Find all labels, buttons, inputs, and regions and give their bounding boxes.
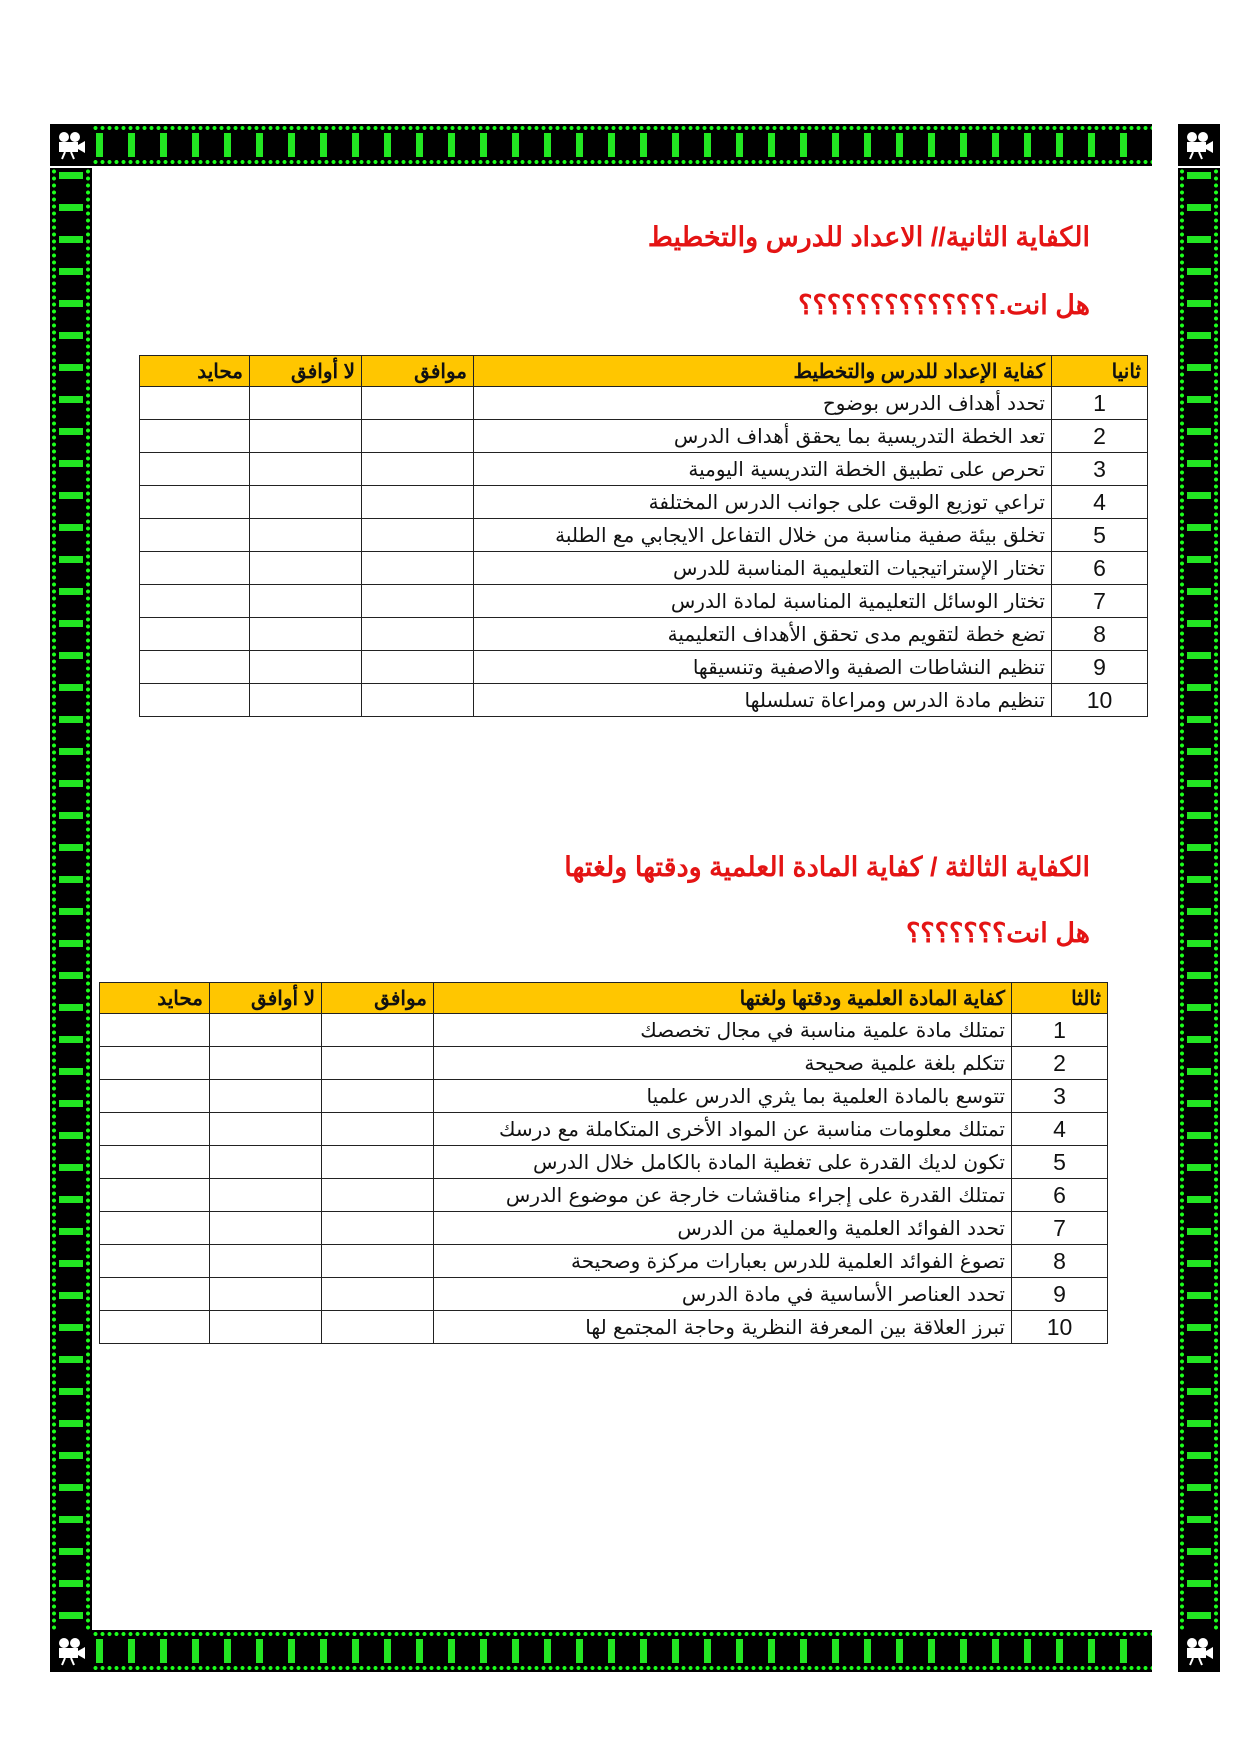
agree-cell[interactable] xyxy=(362,453,474,486)
table-row xyxy=(100,1245,1108,1278)
row-number: 1 xyxy=(1052,387,1148,420)
agree-cell[interactable] xyxy=(362,387,474,420)
table-row xyxy=(140,387,1148,420)
neutral-cell[interactable] xyxy=(100,1014,210,1047)
row-number: 6 xyxy=(1052,552,1148,585)
table-header-row xyxy=(100,983,1108,1014)
row-number: 5 xyxy=(1052,519,1148,552)
agree-cell[interactable] xyxy=(362,519,474,552)
section3-table xyxy=(99,982,1108,1344)
row-item-text: تتكلم بلغة علمية صحيحة xyxy=(434,1047,1012,1080)
row-item-text: تحدد الفوائد العلمية والعملية من الدرس xyxy=(434,1212,1012,1245)
disagree-cell[interactable] xyxy=(250,618,362,651)
header-num: ثانيا xyxy=(1052,356,1148,387)
table-row xyxy=(100,1278,1108,1311)
table-row xyxy=(100,1014,1108,1047)
header-agree: موافق xyxy=(322,983,434,1014)
row-item-text: تبرز العلاقة بين المعرفة النظرية وحاجة المجتمع لها xyxy=(434,1311,1012,1344)
neutral-cell[interactable] xyxy=(140,618,250,651)
header-item: كفاية الإعداد للدرس والتخطيط xyxy=(474,356,1052,387)
neutral-cell[interactable] xyxy=(100,1047,210,1080)
row-item-text: تخلق بيئة صفية مناسبة من خلال التفاعل الايجابي مع الطلبة xyxy=(474,519,1052,552)
header-item: كفاية المادة العلمية ودقتها ولغتها xyxy=(434,983,1012,1014)
row-number: 4 xyxy=(1052,486,1148,519)
disagree-cell[interactable] xyxy=(210,1146,322,1179)
agree-cell[interactable] xyxy=(322,1047,434,1080)
disagree-cell[interactable] xyxy=(210,1080,322,1113)
border-strip-left xyxy=(50,168,92,1630)
row-item-text: تنظيم مادة الدرس ومراعاة تسلسلها xyxy=(474,684,1052,717)
header-num: ثالثا xyxy=(1012,983,1108,1014)
table-row xyxy=(140,684,1148,717)
neutral-cell[interactable] xyxy=(100,1146,210,1179)
row-item-text: تكون لديك القدرة على تغطية المادة بالكامل خلال الدرس xyxy=(434,1146,1012,1179)
border-strip-top xyxy=(92,124,1152,166)
header-disagree: لا أوافق xyxy=(250,356,362,387)
row-item-text: تختار الوسائل التعليمية المناسبة لمادة الدرس xyxy=(474,585,1052,618)
table-row xyxy=(140,486,1148,519)
neutral-cell[interactable] xyxy=(100,1080,210,1113)
agree-cell[interactable] xyxy=(362,585,474,618)
row-number: 9 xyxy=(1012,1278,1108,1311)
row-number: 5 xyxy=(1012,1146,1108,1179)
row-number: 2 xyxy=(1012,1047,1108,1080)
neutral-cell[interactable] xyxy=(140,420,250,453)
section2-table xyxy=(139,355,1148,717)
table-row xyxy=(140,453,1148,486)
table-row xyxy=(140,585,1148,618)
agree-cell[interactable] xyxy=(362,420,474,453)
row-number: 2 xyxy=(1052,420,1148,453)
row-item-text: تمتلك مادة علمية مناسبة في مجال تخصصك xyxy=(434,1014,1012,1047)
neutral-cell[interactable] xyxy=(140,486,250,519)
row-number: 8 xyxy=(1052,618,1148,651)
disagree-cell[interactable] xyxy=(250,552,362,585)
neutral-cell[interactable] xyxy=(100,1179,210,1212)
neutral-cell[interactable] xyxy=(140,585,250,618)
table-row xyxy=(100,1080,1108,1113)
neutral-cell[interactable] xyxy=(100,1212,210,1245)
agree-cell[interactable] xyxy=(362,552,474,585)
disagree-cell[interactable] xyxy=(250,387,362,420)
movie-camera-icon xyxy=(50,1630,92,1672)
row-number: 7 xyxy=(1012,1212,1108,1245)
header-disagree: لا أوافق xyxy=(210,983,322,1014)
disagree-cell[interactable] xyxy=(210,1014,322,1047)
section2-title: الكفاية الثانية// الاعداد للدرس والتخطيط xyxy=(647,222,1090,252)
disagree-cell[interactable] xyxy=(210,1212,322,1245)
table-row xyxy=(100,1146,1108,1179)
row-item-text: تراعي توزيع الوقت على جوانب الدرس المختلفة xyxy=(474,486,1052,519)
row-item-text: تمتلك معلومات مناسبة عن المواد الأخرى المتكاملة مع درسك xyxy=(434,1113,1012,1146)
neutral-cell[interactable] xyxy=(140,552,250,585)
disagree-cell[interactable] xyxy=(250,651,362,684)
row-item-text: تحرص على تطبيق الخطة التدريسية اليومية xyxy=(474,453,1052,486)
row-item-text: تضع خطة لتقويم مدى تحقق الأهداف التعليمية xyxy=(474,618,1052,651)
disagree-cell[interactable] xyxy=(210,1278,322,1311)
table-row xyxy=(140,519,1148,552)
border-strip-right xyxy=(1178,168,1220,1630)
neutral-cell[interactable] xyxy=(140,651,250,684)
header-agree: موافق xyxy=(362,356,474,387)
section2-question: هل انت.؟؟؟؟؟؟؟؟؟؟؟؟؟؟ xyxy=(798,290,1090,320)
agree-cell[interactable] xyxy=(362,486,474,519)
disagree-cell[interactable] xyxy=(210,1311,322,1344)
disagree-cell[interactable] xyxy=(250,486,362,519)
agree-cell[interactable] xyxy=(322,1080,434,1113)
neutral-cell[interactable] xyxy=(100,1245,210,1278)
table-row xyxy=(140,618,1148,651)
disagree-cell[interactable] xyxy=(210,1047,322,1080)
movie-camera-icon xyxy=(50,124,92,166)
table-row xyxy=(100,1113,1108,1146)
movie-camera-icon xyxy=(1178,1630,1220,1672)
row-number: 4 xyxy=(1012,1113,1108,1146)
row-number: 3 xyxy=(1012,1080,1108,1113)
movie-camera-icon xyxy=(1178,124,1220,166)
disagree-cell[interactable] xyxy=(250,519,362,552)
row-item-text: تتوسع بالمادة العلمية بما يثري الدرس علميا xyxy=(434,1080,1012,1113)
disagree-cell[interactable] xyxy=(250,585,362,618)
section3-title: الكفاية الثالثة / كفاية المادة العلمية ودقتها ولغتها xyxy=(564,852,1090,882)
neutral-cell[interactable] xyxy=(140,453,250,486)
row-number: 10 xyxy=(1052,684,1148,717)
agree-cell[interactable] xyxy=(322,1113,434,1146)
neutral-cell[interactable] xyxy=(140,684,250,717)
table-header-row xyxy=(140,356,1148,387)
agree-cell[interactable] xyxy=(322,1014,434,1047)
disagree-cell[interactable] xyxy=(250,453,362,486)
table-row xyxy=(140,420,1148,453)
neutral-cell[interactable] xyxy=(140,519,250,552)
neutral-cell[interactable] xyxy=(100,1311,210,1344)
row-number: 9 xyxy=(1052,651,1148,684)
row-item-text: تحدد العناصر الأساسية في مادة الدرس xyxy=(434,1278,1012,1311)
agree-cell[interactable] xyxy=(362,651,474,684)
table-row xyxy=(100,1179,1108,1212)
agree-cell[interactable] xyxy=(322,1179,434,1212)
section3-question: هل انت؟؟؟؟؟؟؟ xyxy=(905,918,1090,948)
row-item-text: تعد الخطة التدريسية بما يحقق أهداف الدرس xyxy=(474,420,1052,453)
agree-cell[interactable] xyxy=(362,684,474,717)
row-item-text: تمتلك القدرة على إجراء مناقشات خارجة عن موضوع الدرس xyxy=(434,1179,1012,1212)
row-number: 7 xyxy=(1052,585,1148,618)
agree-cell[interactable] xyxy=(322,1311,434,1344)
agree-cell[interactable] xyxy=(322,1212,434,1245)
neutral-cell[interactable] xyxy=(100,1113,210,1146)
table-row xyxy=(100,1212,1108,1245)
disagree-cell[interactable] xyxy=(210,1179,322,1212)
header-neutral: محايد xyxy=(140,356,250,387)
neutral-cell[interactable] xyxy=(100,1278,210,1311)
row-item-text: تحدد أهداف الدرس بوضوح xyxy=(474,387,1052,420)
border-strip-bottom xyxy=(92,1630,1152,1672)
table-row xyxy=(140,651,1148,684)
row-item-text: تصوغ الفوائد العلمية للدرس بعبارات مركزة وصحيحة xyxy=(434,1245,1012,1278)
disagree-cell[interactable] xyxy=(250,420,362,453)
row-number: 3 xyxy=(1052,453,1148,486)
row-item-text: تختار الإستراتيجيات التعليمية المناسبة للدرس xyxy=(474,552,1052,585)
table-row xyxy=(100,1047,1108,1080)
row-number: 8 xyxy=(1012,1245,1108,1278)
agree-cell[interactable] xyxy=(362,618,474,651)
table-row xyxy=(100,1311,1108,1344)
row-number: 10 xyxy=(1012,1311,1108,1344)
row-item-text: تنظيم النشاطات الصفية والاصفية وتنسيقها xyxy=(474,651,1052,684)
agree-cell[interactable] xyxy=(322,1278,434,1311)
disagree-cell[interactable] xyxy=(210,1113,322,1146)
header-neutral: محايد xyxy=(100,983,210,1014)
table-row xyxy=(140,552,1148,585)
neutral-cell[interactable] xyxy=(140,387,250,420)
disagree-cell[interactable] xyxy=(210,1245,322,1278)
row-number: 1 xyxy=(1012,1014,1108,1047)
row-number: 6 xyxy=(1012,1179,1108,1212)
agree-cell[interactable] xyxy=(322,1245,434,1278)
agree-cell[interactable] xyxy=(322,1146,434,1179)
disagree-cell[interactable] xyxy=(250,684,362,717)
